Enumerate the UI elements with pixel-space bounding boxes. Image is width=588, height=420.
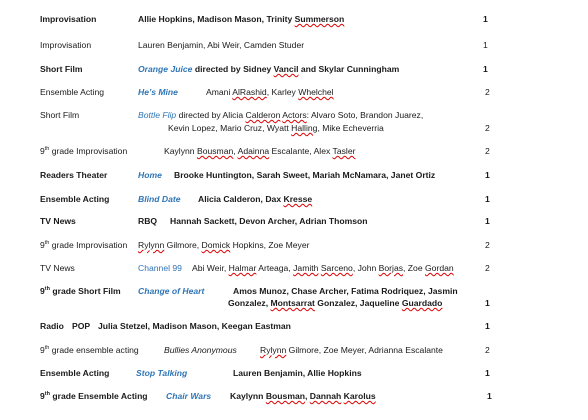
entry-category: Ensemble Acting: [40, 194, 110, 204]
entry-row: [40, 286, 540, 312]
entry-category: 9th grade Ensemble Acting: [40, 391, 148, 401]
entry-rank: 1: [485, 321, 490, 331]
entry-title: Home: [138, 170, 162, 180]
entry-row: [40, 146, 540, 160]
entry-title: POP: [72, 321, 91, 331]
entry-performers: Abi Weir, Halmar Arteaga, Jamith Sarceno, John Borjas, Zoe Gordan: [192, 263, 454, 273]
entry-category: Short Film: [40, 110, 80, 120]
entry-row: [40, 64, 540, 78]
entry-category: Ensemble Acting: [40, 368, 110, 378]
entry-performers: Alicia Calderon, Dax Kresse: [198, 194, 313, 204]
entry-category: 9th grade Short Film: [40, 286, 121, 296]
entry-title: RBQ: [138, 216, 158, 226]
entry-performers-line1: Amos Munoz, Chase Archer, Fatima Rodriquez, Jasmin: [233, 286, 458, 296]
entry-rank: 1: [485, 298, 490, 308]
entry-category: Improvisation: [40, 14, 97, 24]
entry-rank: 1: [485, 216, 490, 226]
entry-row: [40, 194, 540, 208]
entry-title: Channel 99: [138, 263, 182, 273]
entry-rank: 1: [483, 14, 488, 24]
entry-performers: Julia Stetzel, Madison Mason, Keegan Eastman: [98, 321, 291, 331]
entry-row: [40, 263, 540, 277]
entry-row: [40, 240, 540, 254]
entry-row: [40, 14, 540, 28]
entry-rank: 2: [485, 240, 490, 250]
entry-row: [40, 87, 540, 101]
entry-rank: 2: [485, 87, 490, 97]
entry-category: Short Film: [40, 64, 83, 74]
entry-performers: Rylynn Gilmore, Domick Hopkins, Zoe Meyer: [138, 240, 310, 250]
entry-row: [40, 321, 540, 335]
entry-row: [40, 170, 540, 184]
entry-row: [40, 216, 540, 230]
entry-rank: 1: [483, 64, 488, 74]
entry-rank: 1: [485, 194, 490, 204]
entry-category: TV News: [40, 216, 76, 226]
entry-title: Bullies Anonymous: [164, 345, 237, 355]
entry-performers-line1: Bottle Flip directed by Alicia Calderon Actors: Alvaro Soto, Brandon Juarez,: [138, 110, 424, 120]
entry-row: [40, 368, 540, 382]
entry-title: Blind Date: [138, 194, 181, 204]
entry-performers: Brooke Huntington, Sarah Sweet, Mariah McNamara, Janet Ortiz: [174, 170, 436, 180]
entry-row: [40, 40, 540, 54]
entry-performers: Lauren Benjamin, Allie Hopkins: [233, 368, 362, 378]
entry-title: Change of Heart: [138, 286, 205, 296]
entry-rank: 2: [485, 146, 490, 156]
entry-row: [40, 345, 540, 359]
entry-category: 9th grade Improvisation: [40, 146, 128, 156]
entry-rank: 1: [485, 368, 490, 378]
entry-category: 9th grade Improvisation: [40, 240, 128, 250]
entry-performers: Lauren Benjamin, Abi Weir, Camden Studer: [138, 40, 305, 50]
entry-category: Ensemble Acting: [40, 87, 105, 97]
entry-performers: Kaylynn Bousman, Adainna Escalante, Alex Tasler: [164, 146, 356, 156]
entry-rank: 2: [485, 345, 490, 355]
entry-row: [40, 110, 540, 136]
entry-performers: Kaylynn Bousman, Dannah Karolus: [230, 391, 376, 401]
entry-category: Improvisation: [40, 40, 92, 50]
entry-title: Chair Wars: [166, 391, 212, 401]
entry-category: TV News: [40, 263, 75, 273]
entry-rank: 1: [487, 391, 492, 401]
entry-performers-line2: Gonzalez, Montsarrat Gonzalez, Jaqueline Guardado: [228, 298, 443, 308]
entry-category: 9th grade ensemble acting: [40, 345, 139, 355]
entry-performers: Amani AlRashid, Karley Whelchel: [206, 87, 334, 97]
entry-title: Orange Juice: [138, 64, 193, 74]
entry-performers-line2: Kevin Lopez, Mario Cruz, Wyatt Halling, Mike Echeverria: [168, 123, 384, 133]
entry-performers: Allie Hopkins, Madison Mason, Trinity Summerson: [138, 14, 345, 24]
entry-title: Bottle Flip: [138, 110, 177, 120]
entry-performers: Rylynn Gilmore, Zoe Meyer, Adrianna Escalante: [260, 345, 443, 355]
entry-category: Radio: [40, 321, 64, 331]
entry-rank: 2: [485, 263, 490, 273]
entry-row: [40, 391, 540, 405]
entry-rank: 2: [485, 123, 490, 133]
entry-title: Stop Talking: [136, 368, 188, 378]
entry-rank: 1: [485, 170, 490, 180]
entry-rank: 1: [483, 40, 488, 50]
entry-category: Readers Theater: [40, 170, 108, 180]
entry-title: He’s Mine: [138, 87, 178, 97]
entry-performers: Orange Juice directed by Sidney Vancil and Skylar Cunningham: [138, 64, 400, 74]
entry-performers: Hannah Sackett, Devon Archer, Adrian Thomson: [170, 216, 368, 226]
